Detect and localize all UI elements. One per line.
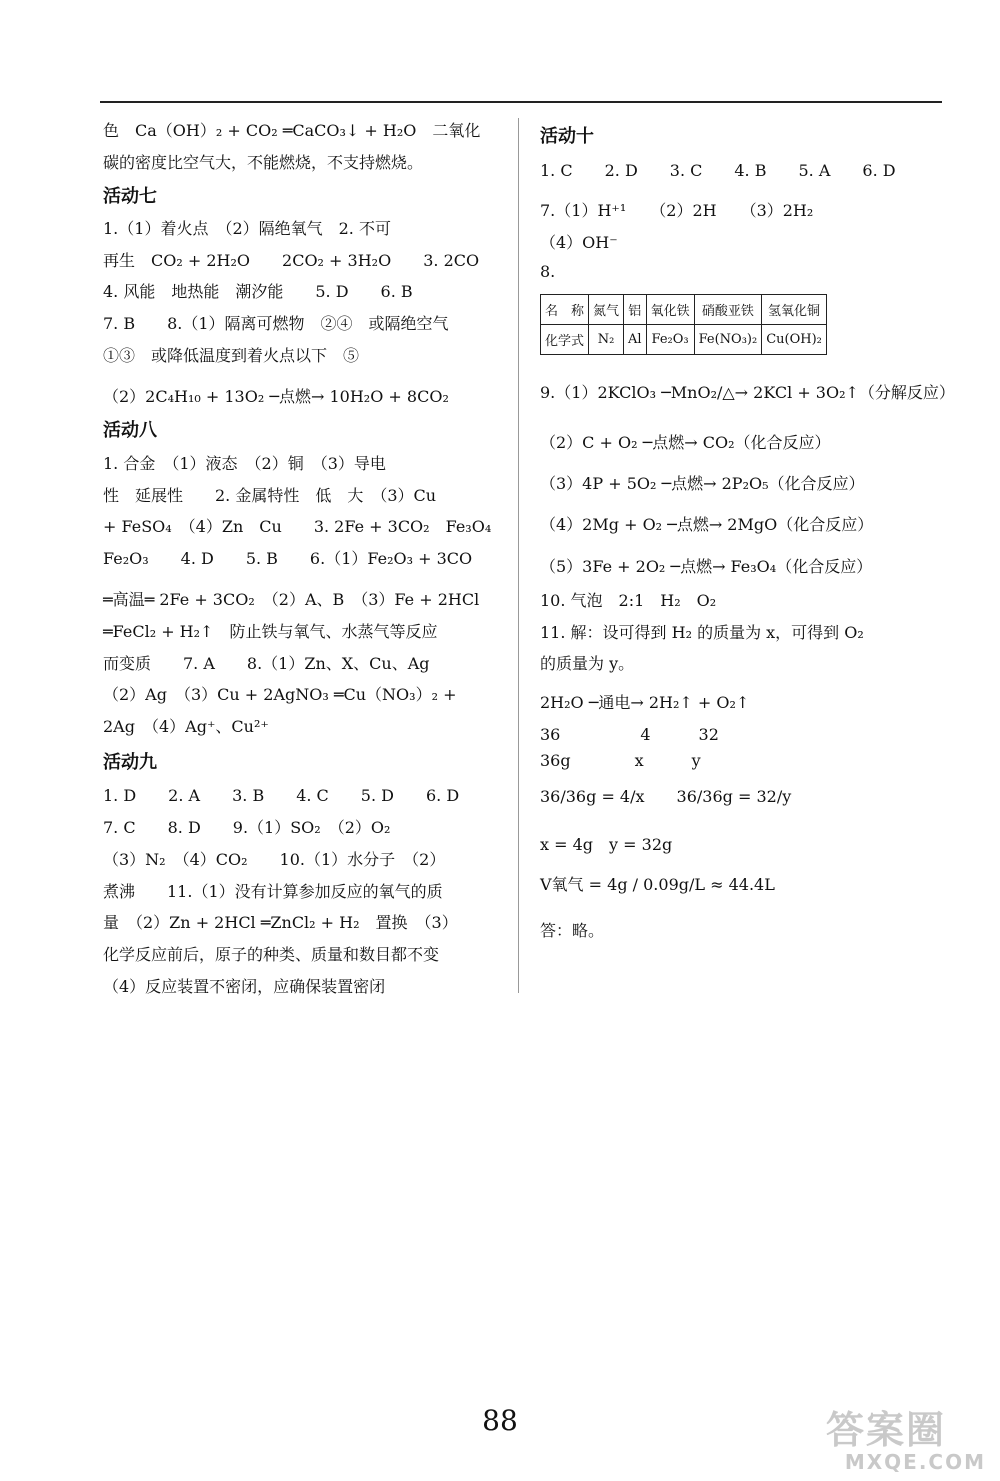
text-line: 1. 合金 （1）液态 （2）铜 （3）导电: [103, 454, 386, 473]
text-line: 而变质 7. A 8.（1）Zn、X、Cu、Ag: [103, 654, 430, 673]
text-line: 8.: [540, 262, 556, 281]
text-line: 化学反应前后，原子的种类、质量和数目都不变: [103, 945, 440, 964]
text-line: （4）反应装置不密闭，应确保装置密闭: [103, 977, 386, 996]
header-rule: [100, 101, 942, 103]
watermark-url: MXQE.COM: [844, 1450, 986, 1474]
table-cell: Fe(NO₃)₂: [694, 325, 762, 355]
table-cell: 化学式: [541, 325, 589, 355]
table-cell: 氮气: [589, 295, 624, 325]
text-line: 碳的密度比空气大，不能燃烧，不支持燃烧。: [103, 153, 424, 172]
table-cell: 铝: [624, 295, 647, 325]
equation-line: （5）3Fe + 2O₂ ─点燃→ Fe₃O₄（化合反应）: [540, 557, 873, 576]
equation-line: （3）4P + 5O₂ ─点燃→ 2P₂O₅（化合反应）: [540, 474, 865, 493]
text-line: 色 Ca（OH）₂ + CO₂ ═CaCO₃↓ + H₂O 二氧化: [103, 121, 481, 140]
text-line: （4）OH⁻: [540, 233, 618, 252]
text-line: 36g x y: [540, 751, 701, 770]
table-row: [541, 325, 827, 355]
text-line: x = 4g y = 32g: [540, 835, 673, 854]
equation-line: 2H₂O ─通电→ 2H₂↑ + O₂↑: [540, 693, 750, 712]
text-line: （3）N₂ （4）CO₂ 10.（1）水分子 （2）: [103, 850, 446, 869]
text-line: 煮沸 11.（1）没有计算参加反应的氧气的质: [103, 882, 443, 901]
equation-line: （2）2C₄H₁₀ + 13O₂ ─点燃→ 10H₂O + 8CO₂: [103, 387, 449, 406]
section-heading: 活动七: [103, 186, 157, 207]
table-cell: N₂: [589, 325, 624, 355]
text-line: 1.（1）着火点 （2）隔绝氧气 2. 不可: [103, 219, 391, 238]
equation-line: （4）2Mg + O₂ ─点燃→ 2MgO（化合反应）: [540, 515, 874, 534]
text-line: ①③ 或降低温度到着火点以下 ⑤: [103, 346, 360, 365]
equation-line: （2）C + O₂ ─点燃→ CO₂（化合反应）: [540, 433, 831, 452]
text-line: 1. D 2. A 3. B 4. C 5. D 6. D: [103, 786, 460, 805]
text-line: （2）Ag （3）Cu + 2AgNO₃ ═Cu（NO₃）₂ +: [103, 685, 457, 704]
text-line: 再生 CO₂ + 2H₂O 2CO₂ + 3H₂O 3. 2CO: [103, 251, 480, 270]
text-line: 量 （2）Zn + 2HCl ═ZnCl₂ + H₂ 置换 （3）: [103, 913, 458, 932]
equation-line: ═高温═ 2Fe + 3CO₂ （2）A、B （3）Fe + 2HCl: [103, 590, 480, 609]
equation-line: 9.（1）2KClO₃ ─MnO₂/△→ 2KCl + 3O₂↑（分解反应）: [540, 383, 955, 402]
text-line: 11. 解：设可得到 H₂ 的质量为 x，可得到 O₂: [540, 623, 864, 642]
chemical-formula-table: [540, 294, 827, 355]
text-line: Fe₂O₃ 4. D 5. B 6.（1）Fe₂O₃ + 3CO: [103, 549, 473, 568]
fraction-line: 36/36g = 4/x 36/36g = 32/y: [540, 787, 792, 806]
table-cell: Fe₂O₃: [646, 325, 694, 355]
text-line: 36 4 32: [540, 725, 719, 744]
text-line: 2Ag （4）Ag⁺、Cu²⁺: [103, 717, 269, 736]
table-cell: 氢氧化铜: [762, 295, 827, 325]
table-cell: 氧化铁: [646, 295, 694, 325]
watermark-logo: [826, 1408, 986, 1478]
table-cell: 名 称: [541, 295, 589, 325]
table-row: [541, 295, 827, 325]
section-heading: 活动十: [540, 126, 594, 147]
equation-line: V氧气 = 4g / 0.09g/L ≈ 44.4L: [540, 875, 775, 894]
text-line: 的质量为 y。: [540, 654, 635, 673]
page-number: 88: [482, 1404, 518, 1437]
table-cell: Cu(OH)₂: [762, 325, 827, 355]
table-cell: 硝酸亚铁: [694, 295, 762, 325]
section-heading: 活动九: [103, 752, 157, 773]
text-line: 7.（1）H⁺¹ （2）2H （3）2H₂: [540, 201, 814, 220]
text-line: 10. 气泡 2:1 H₂ O₂: [540, 591, 717, 610]
table-cell: Al: [624, 325, 647, 355]
watermark-text: 答案圈: [826, 1408, 947, 1452]
text-line: + FeSO₄ （4）Zn Cu 3. 2Fe + 3CO₂ Fe₃O₄: [103, 517, 492, 536]
text-line: 1. C 2. D 3. C 4. B 5. A 6. D: [540, 161, 896, 180]
text-line: 7. B 8.（1）隔离可燃物 ②④ 或隔绝空气: [103, 314, 449, 333]
section-heading: 活动八: [103, 420, 157, 441]
text-line: 性 延展性 2. 金属特性 低 大 （3）Cu: [103, 486, 437, 505]
column-divider: [518, 118, 519, 993]
text-line: 7. C 8. D 9.（1）SO₂ （2）O₂: [103, 818, 391, 837]
text-line: 4. 风能 地热能 潮汐能 5. D 6. B: [103, 282, 413, 301]
text-line: 答：略。: [540, 921, 605, 940]
text-line: ═FeCl₂ + H₂↑ 防止铁与氧气、水蒸气等反应: [103, 622, 438, 641]
